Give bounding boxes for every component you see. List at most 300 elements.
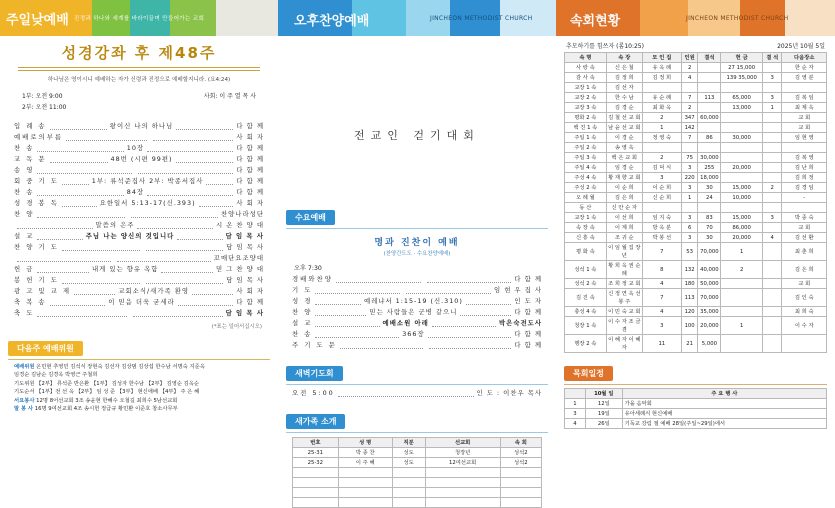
cell-event: 가을 음악회 — [622, 399, 826, 409]
cell-absent2: 4 — [763, 233, 782, 243]
cell-leader: 조 희 정 교 회 — [608, 280, 641, 287]
cell-name: 오 례 월 — [565, 193, 607, 203]
cell-leader: 김 철 선 교 회 — [608, 114, 641, 121]
order-person: 담 임 목 사 — [226, 243, 264, 251]
header-band-5 — [785, 0, 835, 36]
cell-role: 성도 — [392, 448, 425, 458]
table-row — [565, 233, 827, 243]
cell-count — [681, 203, 698, 213]
cell-status-table — [564, 52, 827, 353]
cell-no — [293, 468, 339, 478]
cell-role — [392, 498, 425, 508]
cell-name: 백 진 1 속 — [565, 123, 607, 133]
order-person: 다 함 께 — [236, 166, 265, 174]
header-band-2 — [640, 0, 688, 36]
col-group: 속 회 — [500, 438, 541, 448]
title-rule — [18, 67, 260, 71]
table-row — [565, 335, 827, 353]
col-absent2: 결 석 — [763, 53, 782, 63]
header-bar-cell — [556, 0, 835, 36]
wednesday-time: 오후 7:30 — [294, 265, 322, 272]
cell-absent2 — [763, 243, 782, 261]
cell-leader: 황 재 향 교 회 — [608, 174, 641, 181]
order-row — [0, 220, 278, 231]
cell-absent: 60,000 — [698, 113, 721, 123]
cell-absent: 30 — [698, 233, 721, 243]
order-row — [0, 264, 278, 275]
order-person: 믿 그 찬 양 대 — [216, 265, 264, 273]
cell-next: 김 희 정 — [782, 173, 827, 183]
order-person: 사 회 자 — [236, 199, 265, 207]
cell-place: 정 영 숙 — [642, 133, 681, 143]
order-person: 다 함 께 — [514, 308, 542, 316]
table-row — [565, 223, 827, 233]
cell-absent: 70,000 — [698, 289, 721, 307]
cell-leader: 이 순 희 — [606, 183, 642, 193]
wednesday-section — [278, 143, 556, 229]
cell-place: 7 — [642, 243, 681, 261]
table-row — [565, 183, 827, 193]
cell-name: 성석 2 속 — [565, 279, 607, 289]
table-row — [565, 419, 827, 429]
cell-leader: 이 수 자 조 금 겸 — [608, 318, 641, 333]
bulletin-title — [0, 42, 278, 63]
cell-name: 교장 3 속 — [565, 103, 607, 113]
cell-next: 김 은 희 — [782, 261, 827, 279]
cell-name: 사 랑 속 — [565, 63, 607, 73]
cell-next: 최 제 옥 — [782, 103, 827, 113]
order-of-service-list — [0, 121, 278, 319]
table-row — [565, 279, 827, 289]
order-dots — [315, 292, 400, 294]
cell-offering — [721, 307, 763, 317]
order-dots2 — [206, 183, 233, 185]
order-person: 다 함 께 — [514, 330, 543, 338]
cell-mission: 청장년 — [425, 448, 500, 458]
cell-place — [642, 203, 681, 213]
schedule-table — [564, 388, 827, 429]
cell-next: 김 복 영 — [782, 153, 827, 163]
cell-leader: 이 임 월 집 장 년 — [608, 244, 641, 259]
table-row — [565, 399, 827, 409]
cell-absent2 — [763, 203, 782, 213]
cell-leader: 이 경 순 — [606, 133, 642, 143]
order-dots — [17, 227, 93, 229]
table-row — [293, 448, 542, 458]
column-sunday-service — [0, 0, 278, 461]
cell-name: 주일 3 속 — [565, 153, 607, 163]
table-row — [565, 409, 827, 419]
order-dots — [37, 315, 127, 317]
order-row — [0, 132, 278, 143]
order-person: 찬양나라성단 — [220, 210, 264, 218]
cell-name: 성석 1 속 — [565, 261, 607, 279]
header-bar-sunday — [0, 0, 278, 36]
order-detail: 48번 (시편 99편) — [110, 155, 173, 163]
committee-key: 예배위원 — [14, 364, 35, 370]
cell-offering — [721, 143, 763, 153]
cell-leader: 황 희 옥 권 순 례 — [608, 262, 641, 277]
committee-row — [6, 388, 272, 396]
cell-offering: 15,000 — [721, 213, 763, 223]
cell-place — [642, 83, 681, 93]
cell-name: 교장 1 속 — [565, 83, 607, 93]
wednesday-subtitle-small: (찬양간도도 · 수요찬양예배) — [383, 251, 451, 257]
order-dots — [50, 304, 106, 306]
order-label: 설 교 — [292, 319, 313, 327]
cell-no: 25-32 — [293, 458, 339, 468]
order-dots2 — [406, 292, 491, 294]
cell-absent2: 2 — [763, 183, 782, 193]
order-person: 사 회 자 — [236, 287, 264, 295]
cell-leader: 김 선 자 — [606, 83, 642, 93]
column-cell-status — [556, 0, 835, 461]
header-band-5 — [216, 0, 278, 36]
order-label: 봉 헌 기 도 — [14, 276, 59, 284]
cell-group — [500, 478, 541, 488]
cell-count: 100 — [681, 317, 698, 335]
table-row — [565, 103, 827, 113]
cell-count: 3 — [681, 163, 698, 173]
cell-offering: 30,000 — [721, 133, 763, 143]
cell-offering: 20,000 — [721, 163, 763, 173]
cell-count: 3 — [681, 183, 698, 193]
table-header-row — [293, 438, 542, 448]
order-row — [0, 297, 278, 308]
order-detail: 10장 — [126, 144, 145, 152]
cell-place: 3 — [642, 173, 681, 183]
order-dots — [315, 314, 366, 316]
cell-name: 교장 1 속 — [565, 213, 607, 223]
cell-name: 주성 2 속 — [565, 183, 607, 193]
order-dots2 — [146, 249, 224, 251]
col-count: 인원 — [681, 53, 698, 63]
order-label: 찬 양 기 도 — [14, 243, 59, 251]
wednesday-title: 수요예배 — [286, 210, 335, 225]
cell-count: 113 — [681, 289, 698, 307]
order-detail: 교회소식/새가족 환영 — [118, 287, 190, 295]
cell-no — [293, 488, 339, 498]
cell-next: - — [782, 193, 827, 203]
cell-group — [500, 488, 541, 498]
presider: 사회: 이 주 열 목 사 — [203, 93, 256, 100]
col-nextplace: 다음장소 — [782, 53, 827, 63]
order-person: 꼬매단요조양대 — [213, 254, 264, 262]
cell-absent — [698, 83, 721, 93]
table-row — [565, 163, 827, 173]
cell-absent — [698, 203, 721, 213]
order-person: 담 임 목 사 — [225, 232, 265, 240]
order-label: 성 경 — [292, 297, 313, 305]
cell-absent — [698, 143, 721, 153]
table-row — [565, 113, 827, 123]
order-row — [0, 275, 278, 286]
cell-leader: 송 영 옥 — [606, 143, 642, 153]
cell-count: 347 — [681, 113, 698, 123]
cell-next: 최 춘 희 — [782, 243, 827, 261]
afternoon-title: 오후찬양예배 — [294, 14, 370, 29]
order-row — [0, 198, 278, 209]
order-detail: 366장 — [402, 330, 425, 338]
cell-absent: 70,000 — [698, 243, 721, 261]
order-dots2 — [137, 227, 213, 229]
order-detail: 1부: 류석준집사 2부: 박종서집사 — [91, 177, 204, 185]
cell-name: 청장 1 속 — [565, 317, 607, 335]
cell-absent2 — [763, 335, 782, 353]
table-row — [565, 143, 827, 153]
table-row — [565, 63, 827, 73]
order-dots — [340, 347, 423, 349]
order-dots2 — [192, 293, 233, 295]
cell-count: 142 — [681, 123, 698, 133]
cell-role — [392, 468, 425, 478]
cell-absent — [698, 123, 721, 133]
table-row — [565, 193, 827, 203]
order-row — [0, 121, 278, 132]
committee-key: 기도순서 【1부】전 선 옥 【2부】 임 성 준 【3부】 현신애배 【4부】 주 은 혜 — [14, 389, 200, 396]
newfamily-section — [278, 399, 556, 433]
cell-place: 임 지 숙 — [642, 213, 681, 223]
schedule-table-wrap — [556, 385, 835, 429]
order-row — [278, 285, 556, 296]
order-dots — [336, 281, 421, 283]
order-dots — [50, 161, 108, 163]
cell-name: 주일 4 속 — [565, 163, 607, 173]
cell-offering — [721, 123, 763, 133]
cell-place: 신 순 희 — [642, 193, 681, 203]
cell-absent2: 3 — [763, 213, 782, 223]
cell-mission — [425, 478, 500, 488]
cell-leader: 이 계 희 — [606, 223, 642, 233]
cell-title: 속회현황 — [570, 14, 621, 29]
committee-value: 16명 9여선교회 4조 송시헌 정급규 황민환 이준호 창소사무부 — [34, 406, 178, 413]
schedule-title: 목회일정 — [564, 366, 613, 381]
cell-absent — [698, 73, 721, 83]
cell-next — [782, 335, 827, 353]
cell-absent: 86 — [698, 133, 721, 143]
committee-value: 12명 8어선교회 3조 송윤현 한혜수 오철길 최희수 5남선교회 — [36, 397, 178, 404]
cell-offering: 1 — [721, 243, 763, 261]
table-row — [293, 498, 542, 508]
cell-leader: 신 은 철 — [606, 63, 642, 73]
table-header-row — [565, 389, 827, 399]
cell-count: 4 — [681, 73, 698, 83]
dawn-title: 새벽기도회 — [286, 366, 343, 381]
order-person: 다 함 께 — [236, 298, 265, 306]
table-row — [293, 468, 542, 478]
cell-offering — [721, 289, 763, 307]
order-person: 시 온 찬 양 대 — [216, 221, 264, 229]
order-label: 교 독 문 — [14, 155, 47, 163]
col-cellname: 속 명 — [565, 53, 607, 63]
cell-place: 김 덕 식 — [642, 163, 681, 173]
order-label: 찬 송 — [14, 188, 35, 196]
order-row — [0, 253, 278, 264]
col-offering: 헌 금 — [721, 53, 763, 63]
cell-offering: 139 35,000 — [721, 73, 763, 83]
afternoon-main-heading: 전교인 걷기대회 — [354, 129, 480, 142]
cell-idx: 4 — [565, 419, 586, 429]
cell-mission — [425, 498, 500, 508]
cell-absent2 — [763, 133, 782, 143]
cell-no — [293, 478, 339, 488]
order-row — [0, 187, 278, 198]
bulletin-title-text: 성경강좌 후 제48주 — [61, 44, 217, 62]
cell-absent: 40,000 — [698, 261, 721, 279]
order-person: 사 회 자 — [236, 133, 265, 141]
cell-count: 75 — [681, 153, 698, 163]
cell-next: 교 회 — [782, 279, 827, 289]
cell-next: 임 현 영 — [782, 133, 827, 143]
order-dots — [66, 139, 147, 141]
order-row — [0, 165, 278, 176]
order-dots2 — [460, 314, 511, 316]
order-dots2 — [147, 150, 233, 152]
order-label: 축 복 송 — [14, 298, 47, 306]
table-row — [565, 133, 827, 143]
cell-leader: 이 민 숙 교 회 — [608, 308, 641, 315]
committee-row — [6, 405, 272, 413]
col-absent: 결석 — [698, 53, 721, 63]
cell-leader: 김 정 희 — [606, 73, 642, 83]
order-detail: 예레냐서 1:15-19 (신.310) — [363, 297, 463, 305]
order-detail: 왕이신 나의 하나님 — [109, 122, 174, 130]
order-dots2 — [176, 128, 233, 130]
committee-row — [6, 363, 272, 371]
order-detail: 말씀의 은주 — [95, 221, 135, 229]
cell-count: 132 — [681, 261, 698, 279]
cell-absent2: 1 — [763, 103, 782, 113]
cell-absent2 — [763, 307, 782, 317]
order-row — [0, 143, 278, 154]
order-dots — [338, 395, 474, 397]
cell-next: 김 경 임 — [782, 183, 827, 193]
order-dots — [37, 150, 123, 152]
sunday-subtitle: 진정과 하나와 세계를 바라이끌며 만들어가는 교회 — [74, 16, 205, 22]
cell-place: 이 순 희 — [642, 183, 681, 193]
cell-leader: 조 귀 순 — [606, 233, 642, 243]
table-row — [565, 289, 827, 307]
cell-absent: 50,000 — [698, 279, 721, 289]
order-dots2 — [138, 172, 233, 174]
cell-count: 2 — [681, 103, 698, 113]
cell-absent: 30 — [698, 183, 721, 193]
cell-absent2 — [763, 163, 782, 173]
cell-offering: 10,000 — [721, 193, 763, 203]
order-label: 헌 금 — [14, 265, 35, 273]
dawn-row — [278, 388, 556, 399]
order-person: 임 현 우 집 사 — [494, 286, 543, 294]
order-label: 찬 송 — [14, 144, 35, 152]
cell-mission — [425, 488, 500, 498]
cell-absent — [698, 63, 721, 73]
table-row — [565, 307, 827, 317]
table-row — [565, 93, 827, 103]
cell-place: 박 봉 선 — [642, 233, 681, 243]
cell-next: 김 선 환 — [782, 233, 827, 243]
cell-absent2 — [763, 113, 782, 123]
cell-absent: 255 — [698, 163, 721, 173]
cell-name: 신 흥 속 — [565, 233, 607, 243]
cell-offering — [721, 113, 763, 123]
cell-place: 3 — [642, 317, 681, 335]
cell-next: 교 회 — [782, 113, 827, 123]
table-row — [565, 153, 827, 163]
order-detail: 84장 — [126, 188, 145, 196]
theme-verse: 하나님은 영이시니 예배하는 자가 신령과 진정으로 예배할지니라. (요4:24) — [47, 77, 231, 83]
cell-absent: 35,000 — [698, 307, 721, 317]
table-row — [565, 73, 827, 83]
order-dots — [37, 271, 89, 273]
cell-place: 11 — [642, 335, 681, 353]
cell-place: 8 — [642, 261, 681, 279]
cell-next: 한 순 자 — [782, 63, 827, 73]
order-dots2 — [177, 238, 222, 240]
order-label: 축 도 — [14, 309, 35, 317]
order-dots2 — [427, 281, 512, 283]
order-row — [278, 318, 556, 329]
cell-next: 박 종 숙 — [782, 213, 827, 223]
cell-place: 7 — [642, 289, 681, 307]
order-dots — [62, 205, 97, 207]
cell-place: 김 정 희 — [642, 73, 681, 83]
cell-offering — [721, 279, 763, 289]
cell-offering: 1 — [721, 317, 763, 335]
col-mission: 선교회 — [425, 438, 500, 448]
order-dots — [315, 336, 399, 338]
cell-next: 교 회 — [782, 123, 827, 133]
order-dots — [37, 194, 123, 196]
cell-next: 최 희 숙 — [782, 307, 827, 317]
table-row — [293, 458, 542, 468]
cell-name: 평 화 속 — [565, 243, 607, 261]
cell-name: 감 사 속 — [565, 73, 607, 83]
order-dots2 — [432, 325, 496, 327]
order-person: 다 함 께 — [236, 144, 265, 152]
cell-absent2 — [763, 63, 782, 73]
cell-count: 3 — [681, 233, 698, 243]
cell-next: 김 복 임 — [782, 93, 827, 103]
cell-next — [782, 143, 827, 153]
table-row — [565, 173, 827, 183]
order-dots — [62, 282, 140, 284]
cell-place — [642, 143, 681, 153]
service-time-2: 2부: 오전 11:00 — [22, 104, 67, 111]
col-name: 성 명 — [338, 438, 392, 448]
cell-absent: 5,000 — [698, 335, 721, 353]
order-dots2 — [131, 216, 218, 218]
cell-count: 7 — [681, 133, 698, 143]
cell-absent2 — [763, 279, 782, 289]
cell-leader: 이 선 희 — [606, 213, 642, 223]
cell-place: 유 순 례 — [642, 93, 681, 103]
cell-name: 박 종 찬 — [338, 448, 392, 458]
cell-event: 유아세례식 현신예배 — [622, 409, 826, 419]
cell-leader: 백 은 교 회 — [606, 153, 642, 163]
order-label: 찬 송 — [292, 330, 313, 338]
cell-count: 53 — [681, 243, 698, 261]
order-person: 인 도 자 — [514, 297, 543, 305]
cell-name: 충성 4 속 — [565, 307, 607, 317]
cell-count: 3 — [681, 213, 698, 223]
order-row — [0, 209, 278, 220]
wednesday-sub-block — [278, 235, 556, 257]
cell-name: 주성 4 속 — [565, 173, 607, 183]
afternoon-main-heading-block — [278, 124, 556, 143]
cell-absent2 — [763, 173, 782, 183]
cell-place: 2 — [642, 113, 681, 123]
cell-day: 26일 — [585, 419, 622, 429]
